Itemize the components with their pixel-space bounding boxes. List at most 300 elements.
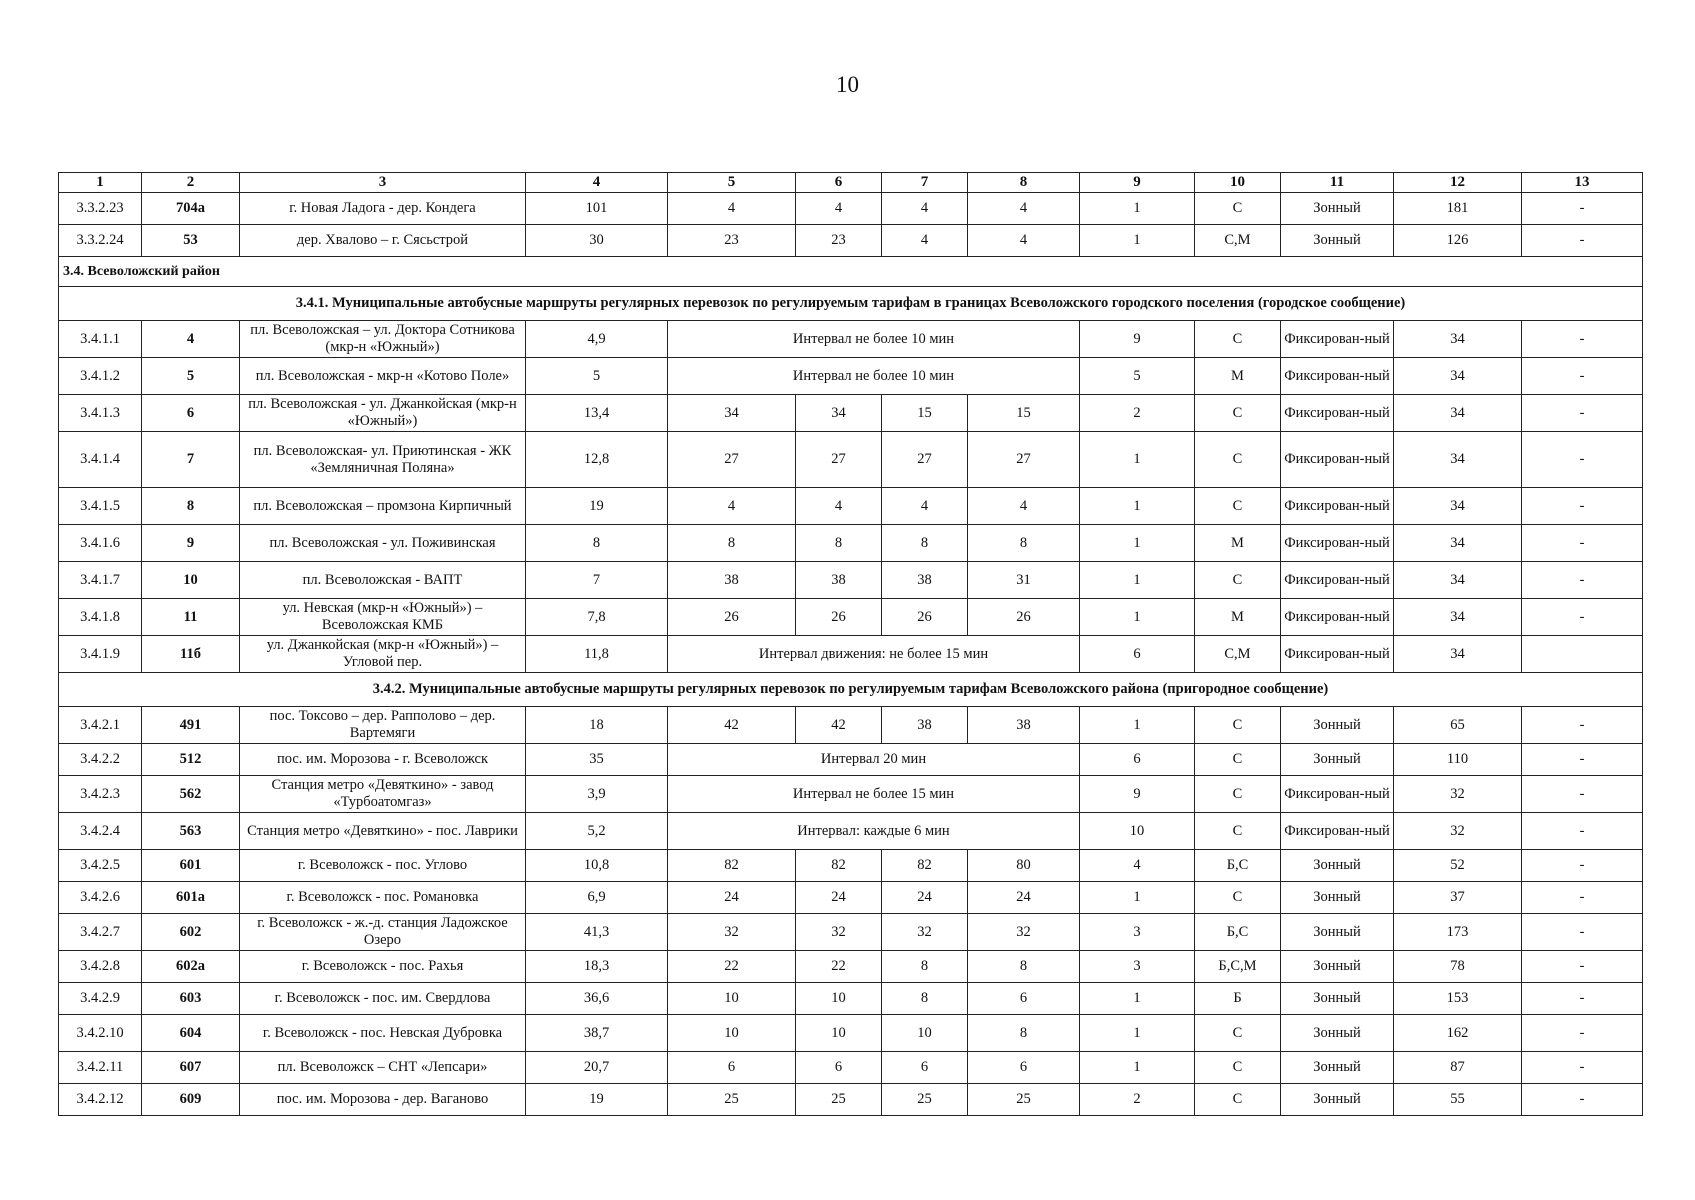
count-cell: 9 [1080, 776, 1195, 813]
route-name-cell: Станция метро «Девяткино» - завод «Турбоатомгаз» [240, 776, 526, 813]
route-name-cell: пл. Всеволожская – промзона Кирпичный [240, 488, 526, 525]
vehicle-class-cell: Б,С,М [1195, 951, 1281, 983]
tariff-cell: Фиксирован-ный [1281, 562, 1394, 599]
note-cell: - [1522, 488, 1643, 525]
price-cell: 32 [1394, 813, 1522, 850]
route-length-cell: 38,7 [526, 1015, 668, 1052]
table-row [59, 1084, 1643, 1116]
count-cell: 4 [882, 193, 968, 225]
note-cell: - [1522, 776, 1643, 813]
count-cell: 25 [968, 1084, 1080, 1116]
column-header: 5 [668, 173, 796, 193]
note-cell: - [1522, 813, 1643, 850]
note-cell: - [1522, 321, 1643, 358]
count-cell: 8 [968, 1015, 1080, 1052]
row-id-cell: 3.4.2.6 [59, 882, 142, 914]
vehicle-class-cell: С [1195, 1052, 1281, 1084]
count-cell: 6 [968, 1052, 1080, 1084]
price-cell: 37 [1394, 882, 1522, 914]
count-cell: 24 [968, 882, 1080, 914]
count-cell: 1 [1080, 488, 1195, 525]
route-length-cell: 41,3 [526, 914, 668, 951]
price-cell: 126 [1394, 225, 1522, 257]
count-cell: 8 [668, 525, 796, 562]
count-cell: 25 [882, 1084, 968, 1116]
count-cell: 32 [668, 914, 796, 951]
count-cell: 8 [796, 525, 882, 562]
route-number-cell: 602 [142, 914, 240, 951]
vehicle-class-cell: С [1195, 776, 1281, 813]
route-number-cell: 6 [142, 395, 240, 432]
column-header: 3 [240, 173, 526, 193]
row-id-cell: 3.4.1.5 [59, 488, 142, 525]
count-cell: 4 [796, 193, 882, 225]
count-cell: 38 [796, 562, 882, 599]
table-row [59, 193, 1643, 225]
route-name-cell: дер. Хвалово – г. Сясьстрой [240, 225, 526, 257]
row-id-cell: 3.4.2.10 [59, 1015, 142, 1052]
note-cell: - [1522, 193, 1643, 225]
route-number-cell: 609 [142, 1084, 240, 1116]
route-name-cell: пос. им. Морозова - г. Всеволожск [240, 744, 526, 776]
count-cell: 10 [796, 1015, 882, 1052]
tariff-cell: Зонный [1281, 707, 1394, 744]
row-id-cell: 3.4.2.5 [59, 850, 142, 882]
column-header: 4 [526, 173, 668, 193]
route-name-cell: г. Всеволожск - пос. Рахья [240, 951, 526, 983]
route-length-cell: 19 [526, 488, 668, 525]
route-length-cell: 3,9 [526, 776, 668, 813]
count-cell: 5 [1080, 358, 1195, 395]
note-cell: - [1522, 599, 1643, 636]
route-number-cell: 491 [142, 707, 240, 744]
table-row [59, 395, 1643, 432]
tariff-cell: Зонный [1281, 914, 1394, 951]
count-cell: 6 [1080, 636, 1195, 673]
note-cell: - [1522, 1084, 1643, 1116]
route-number-cell: 563 [142, 813, 240, 850]
note-cell: - [1522, 562, 1643, 599]
count-cell: 24 [882, 882, 968, 914]
count-cell: 4 [968, 488, 1080, 525]
table-row [59, 776, 1643, 813]
note-cell: - [1522, 225, 1643, 257]
vehicle-class-cell: Б,С [1195, 914, 1281, 951]
count-cell: 23 [668, 225, 796, 257]
price-cell: 34 [1394, 525, 1522, 562]
route-name-cell: пл. Всеволожская – ул. Доктора Сотникова (мкр-н «Южный») [240, 321, 526, 358]
table-row [59, 1052, 1643, 1084]
route-number-cell: 704а [142, 193, 240, 225]
row-id-cell: 3.4.2.9 [59, 983, 142, 1015]
price-cell: 34 [1394, 636, 1522, 673]
count-cell: 80 [968, 850, 1080, 882]
route-name-cell: пос. им. Морозова - дер. Ваганово [240, 1084, 526, 1116]
count-cell: 1 [1080, 599, 1195, 636]
count-cell: 10 [668, 1015, 796, 1052]
route-name-cell: Станция метро «Девяткино» - пос. Лаврики [240, 813, 526, 850]
note-cell: - [1522, 850, 1643, 882]
route-number-cell: 602а [142, 951, 240, 983]
price-cell: 87 [1394, 1052, 1522, 1084]
count-cell: 4 [882, 225, 968, 257]
interval-cell: Интервал 20 мин [668, 744, 1080, 776]
count-cell: 24 [668, 882, 796, 914]
count-cell: 4 [882, 488, 968, 525]
vehicle-class-cell: М [1195, 599, 1281, 636]
tariff-cell: Зонный [1281, 882, 1394, 914]
price-cell: 34 [1394, 562, 1522, 599]
count-cell: 1 [1080, 882, 1195, 914]
count-cell: 82 [668, 850, 796, 882]
route-length-cell: 6,9 [526, 882, 668, 914]
route-name-cell: пл. Всеволожская - ул. Поживинская [240, 525, 526, 562]
row-id-cell: 3.4.2.2 [59, 744, 142, 776]
route-number-cell: 607 [142, 1052, 240, 1084]
column-header: 11 [1281, 173, 1394, 193]
count-cell: 1 [1080, 1015, 1195, 1052]
count-cell: 42 [668, 707, 796, 744]
interval-cell: Интервал движения: не более 15 мин [668, 636, 1080, 673]
route-number-cell: 604 [142, 1015, 240, 1052]
tariff-cell: Зонный [1281, 193, 1394, 225]
interval-cell: Интервал не более 15 мин [668, 776, 1080, 813]
route-length-cell: 19 [526, 1084, 668, 1116]
table-row [59, 525, 1643, 562]
column-header: 6 [796, 173, 882, 193]
count-cell: 10 [796, 983, 882, 1015]
vehicle-class-cell: С [1195, 1084, 1281, 1116]
count-cell: 26 [968, 599, 1080, 636]
count-cell: 6 [1080, 744, 1195, 776]
row-id-cell: 3.4.2.8 [59, 951, 142, 983]
vehicle-class-cell: С,М [1195, 225, 1281, 257]
vehicle-class-cell: С [1195, 1015, 1281, 1052]
row-id-cell: 3.4.1.1 [59, 321, 142, 358]
tariff-cell: Зонный [1281, 225, 1394, 257]
table-row [59, 488, 1643, 525]
count-cell: 1 [1080, 1052, 1195, 1084]
count-cell: 1 [1080, 225, 1195, 257]
count-cell: 38 [882, 562, 968, 599]
tariff-cell: Зонный [1281, 1015, 1394, 1052]
row-id-cell: 3.4.2.1 [59, 707, 142, 744]
vehicle-class-cell: С [1195, 432, 1281, 488]
count-cell: 4 [968, 193, 1080, 225]
count-cell: 3 [1080, 951, 1195, 983]
count-cell: 8 [882, 951, 968, 983]
route-name-cell: пл. Всеволожская - ул. Джанкойская (мкр-н «Южный») [240, 395, 526, 432]
vehicle-class-cell: С [1195, 707, 1281, 744]
price-cell: 34 [1394, 321, 1522, 358]
count-cell: 1 [1080, 707, 1195, 744]
row-id-cell: 3.3.2.23 [59, 193, 142, 225]
row-id-cell: 3.4.2.4 [59, 813, 142, 850]
route-number-cell: 512 [142, 744, 240, 776]
note-cell: - [1522, 1052, 1643, 1084]
count-cell: 9 [1080, 321, 1195, 358]
vehicle-class-cell: Б [1195, 983, 1281, 1015]
table-row [59, 813, 1643, 850]
route-length-cell: 18,3 [526, 951, 668, 983]
route-length-cell: 4,9 [526, 321, 668, 358]
count-cell: 42 [796, 707, 882, 744]
note-cell: - [1522, 983, 1643, 1015]
count-cell: 1 [1080, 983, 1195, 1015]
count-cell: 23 [796, 225, 882, 257]
count-cell: 25 [796, 1084, 882, 1116]
vehicle-class-cell: М [1195, 358, 1281, 395]
route-name-cell: г. Всеволожск - пос. Невская Дубровка [240, 1015, 526, 1052]
note-cell: - [1522, 1015, 1643, 1052]
count-cell: 8 [882, 525, 968, 562]
column-header: 8 [968, 173, 1080, 193]
note-cell: - [1522, 744, 1643, 776]
table-row [59, 225, 1643, 257]
route-number-cell: 5 [142, 358, 240, 395]
table-row [59, 599, 1643, 636]
vehicle-class-cell: С [1195, 562, 1281, 599]
count-cell: 26 [882, 599, 968, 636]
section-title: 3.4. Всеволожский район [59, 257, 1643, 287]
count-cell: 34 [668, 395, 796, 432]
subsection-title: 3.4.1. Муниципальные автобусные маршруты регулярных перевозок по регулируемым тарифам в границах Всеволожского городского поселения (городское сообщение) [59, 287, 1643, 321]
count-cell: 31 [968, 562, 1080, 599]
count-cell: 38 [882, 707, 968, 744]
route-name-cell: пл. Всеволожск – СНТ «Лепсари» [240, 1052, 526, 1084]
route-name-cell: ул. Невская (мкр-н «Южный») – Всеволожская КМБ [240, 599, 526, 636]
count-cell: 1 [1080, 193, 1195, 225]
count-cell: 3 [1080, 914, 1195, 951]
count-cell: 15 [968, 395, 1080, 432]
tariff-cell: Фиксирован-ный [1281, 358, 1394, 395]
route-length-cell: 5,2 [526, 813, 668, 850]
row-id-cell: 3.3.2.24 [59, 225, 142, 257]
count-cell: 4 [968, 225, 1080, 257]
interval-cell: Интервал не более 10 мин [668, 358, 1080, 395]
vehicle-class-cell: С [1195, 395, 1281, 432]
vehicle-class-cell: Б,С [1195, 850, 1281, 882]
route-number-cell: 601а [142, 882, 240, 914]
count-cell: 27 [668, 432, 796, 488]
count-cell: 32 [968, 914, 1080, 951]
count-cell: 4 [668, 193, 796, 225]
price-cell: 34 [1394, 432, 1522, 488]
routes-table [58, 172, 1643, 1116]
count-cell: 10 [668, 983, 796, 1015]
route-length-cell: 12,8 [526, 432, 668, 488]
tariff-cell: Фиксирован-ный [1281, 599, 1394, 636]
count-cell: 34 [796, 395, 882, 432]
route-name-cell: г. Новая Ладога - дер. Кондега [240, 193, 526, 225]
count-cell: 8 [968, 951, 1080, 983]
row-id-cell: 3.4.2.12 [59, 1084, 142, 1116]
route-number-cell: 603 [142, 983, 240, 1015]
row-id-cell: 3.4.2.7 [59, 914, 142, 951]
route-name-cell: г. Всеволожск - ж.-д. станция Ладожское Озеро [240, 914, 526, 951]
price-cell: 34 [1394, 395, 1522, 432]
route-length-cell: 30 [526, 225, 668, 257]
route-name-cell: пл. Всеволожская - мкр-н «Котово Поле» [240, 358, 526, 395]
route-name-cell: г. Всеволожск - пос. Углово [240, 850, 526, 882]
note-cell [1522, 636, 1643, 673]
route-length-cell: 36,6 [526, 983, 668, 1015]
column-header: 13 [1522, 173, 1643, 193]
count-cell: 6 [668, 1052, 796, 1084]
route-number-cell: 11 [142, 599, 240, 636]
route-name-cell: г. Всеволожск - пос. Романовка [240, 882, 526, 914]
tariff-cell: Фиксирован-ный [1281, 776, 1394, 813]
route-number-cell: 562 [142, 776, 240, 813]
table-row [59, 1015, 1643, 1052]
column-header: 1 [59, 173, 142, 193]
count-cell: 24 [796, 882, 882, 914]
route-length-cell: 13,4 [526, 395, 668, 432]
table-row [59, 321, 1643, 358]
count-cell: 6 [796, 1052, 882, 1084]
count-cell: 26 [668, 599, 796, 636]
tariff-cell: Зонный [1281, 983, 1394, 1015]
price-cell: 34 [1394, 488, 1522, 525]
table-row [59, 432, 1643, 488]
price-cell: 181 [1394, 193, 1522, 225]
route-number-cell: 9 [142, 525, 240, 562]
table-row [59, 358, 1643, 395]
vehicle-class-cell: С,М [1195, 636, 1281, 673]
table-row [59, 850, 1643, 882]
count-cell: 4 [668, 488, 796, 525]
count-cell: 32 [882, 914, 968, 951]
table-row [59, 562, 1643, 599]
tariff-cell: Зонный [1281, 1052, 1394, 1084]
count-cell: 25 [668, 1084, 796, 1116]
tariff-cell: Зонный [1281, 1084, 1394, 1116]
column-header: 10 [1195, 173, 1281, 193]
price-cell: 65 [1394, 707, 1522, 744]
count-cell: 22 [668, 951, 796, 983]
route-length-cell: 8 [526, 525, 668, 562]
row-id-cell: 3.4.2.3 [59, 776, 142, 813]
tariff-cell: Фиксирован-ный [1281, 432, 1394, 488]
count-cell: 10 [1080, 813, 1195, 850]
table-row [59, 882, 1643, 914]
count-cell: 6 [882, 1052, 968, 1084]
page-number: 10 [836, 72, 859, 97]
count-cell: 27 [796, 432, 882, 488]
price-cell: 32 [1394, 776, 1522, 813]
count-cell: 8 [882, 983, 968, 1015]
table-row [59, 636, 1643, 673]
count-cell: 2 [1080, 1084, 1195, 1116]
count-cell: 15 [882, 395, 968, 432]
route-number-cell: 10 [142, 562, 240, 599]
tariff-cell: Фиксирован-ный [1281, 321, 1394, 358]
route-number-cell: 8 [142, 488, 240, 525]
count-cell: 27 [882, 432, 968, 488]
table-row [59, 707, 1643, 744]
count-cell: 10 [882, 1015, 968, 1052]
interval-cell: Интервал не более 10 мин [668, 321, 1080, 358]
count-cell: 4 [796, 488, 882, 525]
route-name-cell: пос. Токсово – дер. Рапполово – дер. Вартемяги [240, 707, 526, 744]
note-cell: - [1522, 358, 1643, 395]
route-length-cell: 35 [526, 744, 668, 776]
vehicle-class-cell: С [1195, 813, 1281, 850]
count-cell: 32 [796, 914, 882, 951]
subsection-title-row [59, 287, 1643, 321]
route-length-cell: 101 [526, 193, 668, 225]
tariff-cell: Фиксирован-ный [1281, 395, 1394, 432]
table-row [59, 914, 1643, 951]
table-row [59, 951, 1643, 983]
price-cell: 173 [1394, 914, 1522, 951]
tariff-cell: Фиксирован-ный [1281, 813, 1394, 850]
vehicle-class-cell: С [1195, 744, 1281, 776]
tariff-cell: Зонный [1281, 744, 1394, 776]
count-cell: 82 [796, 850, 882, 882]
price-cell: 162 [1394, 1015, 1522, 1052]
route-name-cell: ул. Джанкойская (мкр-н «Южный») – Угловой пер. [240, 636, 526, 673]
row-id-cell: 3.4.1.8 [59, 599, 142, 636]
vehicle-class-cell: М [1195, 525, 1281, 562]
note-cell: - [1522, 525, 1643, 562]
price-cell: 34 [1394, 599, 1522, 636]
route-length-cell: 20,7 [526, 1052, 668, 1084]
route-name-cell: пл. Всеволожская- ул. Приютинская - ЖК «Земляничная Поляна» [240, 432, 526, 488]
count-cell: 1 [1080, 525, 1195, 562]
count-cell: 82 [882, 850, 968, 882]
route-length-cell: 11,8 [526, 636, 668, 673]
count-cell: 1 [1080, 432, 1195, 488]
table-row [59, 744, 1643, 776]
route-length-cell: 5 [526, 358, 668, 395]
note-cell: - [1522, 707, 1643, 744]
count-cell: 1 [1080, 562, 1195, 599]
table-row [59, 983, 1643, 1015]
note-cell: - [1522, 432, 1643, 488]
tariff-cell: Фиксирован-ный [1281, 636, 1394, 673]
route-number-cell: 601 [142, 850, 240, 882]
routes-table-body [59, 173, 1643, 1116]
header-row [59, 173, 1643, 193]
count-cell: 27 [968, 432, 1080, 488]
count-cell: 38 [668, 562, 796, 599]
subsection-title-row [59, 673, 1643, 707]
count-cell: 6 [968, 983, 1080, 1015]
price-cell: 34 [1394, 358, 1522, 395]
row-id-cell: 3.4.1.6 [59, 525, 142, 562]
row-id-cell: 3.4.1.2 [59, 358, 142, 395]
note-cell: - [1522, 395, 1643, 432]
count-cell: 22 [796, 951, 882, 983]
vehicle-class-cell: С [1195, 193, 1281, 225]
column-header: 9 [1080, 173, 1195, 193]
price-cell: 52 [1394, 850, 1522, 882]
count-cell: 38 [968, 707, 1080, 744]
tariff-cell: Фиксирован-ный [1281, 525, 1394, 562]
subsection-title: 3.4.2. Муниципальные автобусные маршруты регулярных перевозок по регулируемым тарифам Всеволожского района (пригородное сообщение) [59, 673, 1643, 707]
route-number-cell: 53 [142, 225, 240, 257]
interval-cell: Интервал: каждые 6 мин [668, 813, 1080, 850]
note-cell: - [1522, 882, 1643, 914]
price-cell: 55 [1394, 1084, 1522, 1116]
route-number-cell: 7 [142, 432, 240, 488]
price-cell: 153 [1394, 983, 1522, 1015]
section-title-row [59, 257, 1643, 287]
route-length-cell: 18 [526, 707, 668, 744]
route-length-cell: 10,8 [526, 850, 668, 882]
tariff-cell: Фиксирован-ный [1281, 488, 1394, 525]
